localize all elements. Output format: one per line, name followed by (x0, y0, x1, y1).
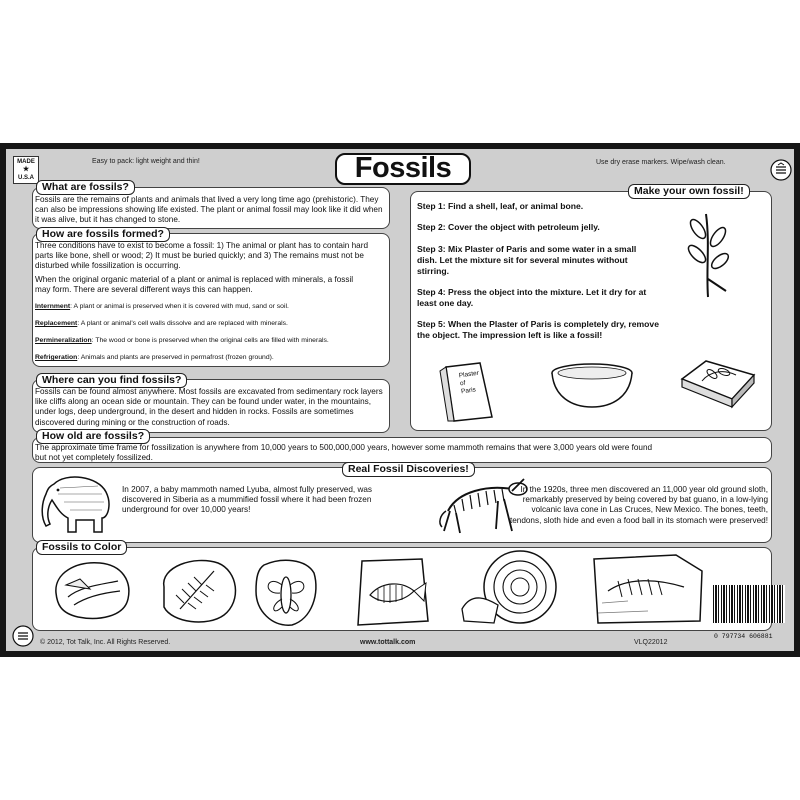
ammonite-fossil-coloring (458, 549, 568, 629)
insect-fossil-coloring (252, 555, 320, 627)
website-link[interactable]: www.tottalk.com (360, 639, 416, 646)
how-formed-para: When the original organic material of a plant or animal is replaced with minerals, a fossil may form. There are several different ways this can happen. (35, 275, 354, 295)
step-4: Step 4: Press the object into the mixture. Let it dry for at least one day. (417, 287, 647, 308)
barcode (713, 585, 785, 623)
step-1: Step 1: Find a shell, leaf, or animal bone. (417, 201, 584, 211)
fossil-type-refrigeration (35, 353, 387, 362)
fossil-type-internment (35, 302, 387, 311)
fossil-type-permineralization (35, 336, 387, 345)
recycle-icon (770, 159, 792, 181)
step-5: Step 5: When the Plaster of Paris is completely dry, remove the object. The impression left is like a fossil! (417, 319, 659, 340)
fern-fossil-coloring (154, 557, 242, 627)
term-internment: Internment (35, 303, 71, 310)
placemat (0, 143, 800, 657)
recycle-footer-icon (12, 625, 34, 647)
plaster-impression-illustration (678, 357, 756, 409)
where-find-label: Where can you find fossils? (36, 373, 187, 388)
what-are-fossils-label: What are fossils? (36, 180, 135, 195)
how-formed-label: How are fossils formed? (36, 227, 170, 242)
step-3: Step 3: Mix Plaster of Paris and some water in a small dish. Let the mixture sit for several minutes without stirring. (417, 244, 637, 276)
discoveries-label: Real Fossil Discoveries! (342, 462, 475, 477)
made-badge-text: MADE (17, 159, 35, 165)
fossil-type-replacement (35, 319, 387, 328)
bag-text-paris: Paris (460, 386, 477, 396)
barcode-digits: 0 797734 606881 (714, 633, 773, 640)
term-replacement: Replacement (35, 320, 78, 327)
sloth-discovery-text: In the 1920s, three men discovered an 11,000 year old ground sloth, remarkably preserved by being covered by bat guano, in a low-lying volcanic lava cone in Las Cruces, New Mexico. The bones, teeth, tendons, sloth hide and even a food ball in its stomach were preserved! (509, 485, 768, 525)
trilobite-fossil-coloring (50, 559, 134, 623)
mixing-bowl-illustration (550, 363, 634, 409)
bag-text-of: of (459, 379, 466, 388)
page-title: Fossils (335, 153, 471, 185)
dry-erase-note: Use dry erase markers. Wipe/wash clean. (596, 159, 726, 166)
how-old-label: How old are fossils? (36, 429, 150, 444)
make-your-own-label: Make your own fossil! (628, 184, 750, 199)
how-old-text: The approximate time frame for fossilization is anywhere from 10,000 years to 500,000,000 years, however some mammoth remains that were 3,000 years old were found but not yet completely fossilized. (35, 443, 653, 463)
fish-fossil-coloring (348, 555, 432, 629)
coloring-label: Fossils to Color (36, 540, 127, 555)
bag-text-plaster: Plaster (458, 369, 480, 380)
where-find-text: Fossils can be found almost anywhere. Most fossils are excavated from sedimentary rock layers like cliffs along an ocean side or mountain. They can be found under water, in the mountains, under logs, deep underground, in the desert and hidden in rocks. Fossils are sometimes discovered during mining or the construction of roads. (35, 387, 383, 427)
step-2: Step 2: Cover the object with petroleum jelly. (417, 222, 600, 232)
how-formed-intro: Three conditions have to exist to become a fossil: 1) The animal or plant has to contain hard parts like bone, shell or wood; 2) It must be buried quickly; and 3) The remains must not be disturbed while fossilization is occurring. (35, 241, 368, 271)
mammoth-discovery-text: In 2007, a baby mammoth named Lyuba, almost fully preserved, was discovered in Siberia as a mummified fossil where it had been frozen underground for over 10,000 years! (122, 485, 372, 515)
made-badge-star: ★ (22, 166, 30, 173)
def-refrigeration: : Animals and plants are preserved in permafrost (frozen ground). (77, 354, 274, 361)
plaster-bag-label (458, 370, 481, 397)
pack-note: Easy to pack: light weight and thin! (92, 158, 200, 165)
made-badge-country: U.S.A (17, 175, 34, 181)
made-in-usa-badge (13, 156, 39, 184)
leaf-branch-illustration (678, 209, 738, 299)
product-code: VLQ22012 (634, 639, 668, 646)
placemat-surface (6, 149, 794, 651)
def-internment: : A plant or animal is preserved when it is covered with mud, sand or soil. (70, 303, 289, 310)
copyright-text: © 2012, Tot Talk, Inc. All Rights Reserved. (40, 639, 171, 646)
mammoth-illustration (36, 474, 116, 536)
def-permineralization: : The wood or bone is preserved when the original cells are filled with minerals. (91, 337, 329, 344)
what-are-fossils-text: Fossils are the remains of plants and animals that lived a very long time ago (prehistoric). They can also be impressions showing life existed. The plant or animal fossil may look like it did when it was alive, but it has changed to stone. (35, 195, 383, 225)
term-refrigeration: Refrigeration (35, 354, 78, 361)
slab-fossil-coloring (588, 551, 706, 627)
def-replacement: : A plant or animal's cell walls dissolve and are replaced with minerals. (77, 320, 288, 327)
term-permineralization: Permineralization (35, 337, 92, 344)
